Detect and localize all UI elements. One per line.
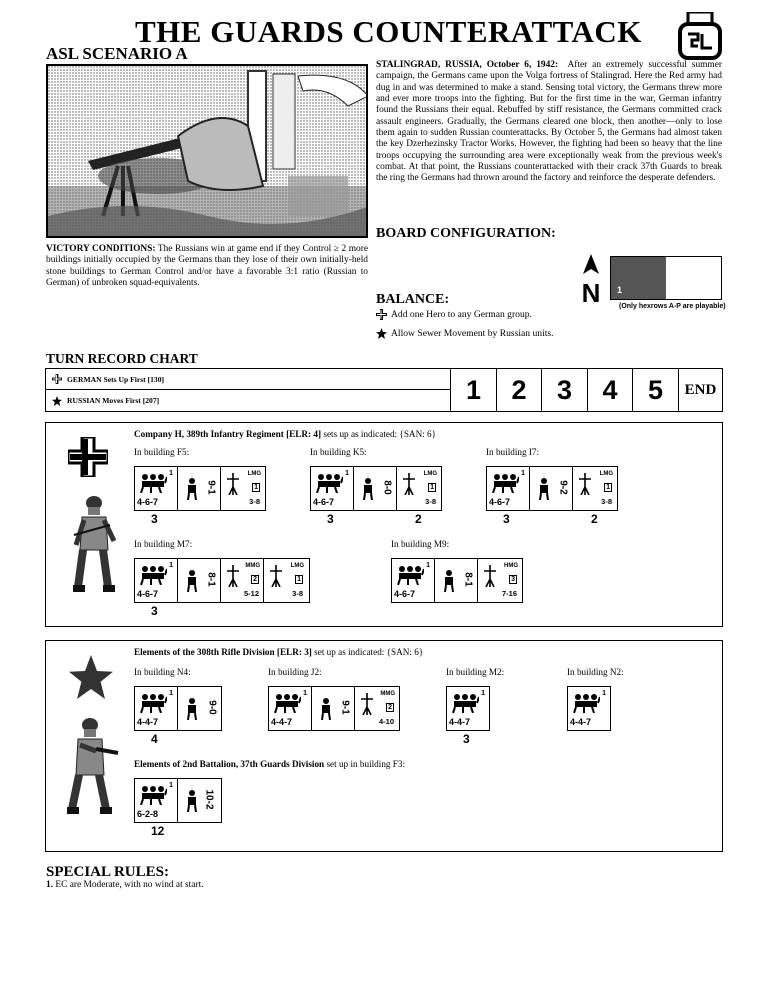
support-weapon-counter: LMG 1 3-8: [573, 467, 616, 510]
leader-rating: 9-1: [339, 700, 351, 715]
building-label: In building M9:: [391, 539, 450, 549]
support-weapon-name: MMG: [245, 563, 260, 569]
special-rule-1-text: EC are Moderate, with no wind at start.: [53, 880, 204, 890]
squad-counter: 1 4-4-7: [449, 690, 485, 727]
leader-counter: [178, 687, 221, 730]
squad-strength: 4-4-7: [570, 717, 592, 727]
counter-stack: [268, 686, 400, 731]
german-setup-text: GERMAN Sets Up First [130]: [67, 374, 165, 384]
leader-rating: 8-1: [462, 572, 474, 587]
balkenkreuz-icon: [68, 437, 108, 477]
counter-quantity: 2: [415, 512, 422, 526]
german-cross-icon: [376, 309, 387, 320]
support-weapon-counter: MMG 2 5-12: [221, 559, 264, 602]
counter-stack: [134, 466, 266, 511]
counter-stack: [134, 686, 222, 731]
support-weapon-counter: LMG 1 3-8: [264, 559, 307, 602]
intro-dateline: STALINGRAD, RUSSIA, October 6, 1942:: [376, 60, 559, 70]
russian-soldier-icon: [66, 717, 120, 815]
turn-1: 1: [450, 369, 496, 411]
counter-quantity: 3: [503, 512, 510, 526]
squad-counter: 1 4-4-7: [269, 687, 312, 730]
leader-rating: 8-0: [381, 480, 393, 495]
balance-german: [376, 309, 532, 320]
special-rule-1-number: 1.: [46, 880, 54, 890]
turn-end: END: [678, 369, 722, 411]
squad-counter: 1 6-2-8: [135, 779, 178, 822]
scenario-photo: [46, 64, 368, 238]
support-weapon-firepower: 3-8: [292, 589, 303, 598]
leader-counter: [354, 467, 397, 510]
support-weapon-counter: LMG 1 3-8: [397, 467, 440, 510]
victory-conditions: [46, 244, 368, 289]
russian-setup-instructions: set up as indicated: {SAN: 6}: [311, 647, 424, 657]
counter-stack: [391, 558, 523, 603]
building-label: In building N2:: [567, 667, 624, 677]
leader-rating: 8-1: [205, 572, 217, 587]
turn-3: 3: [541, 369, 587, 411]
counter-stack: [486, 466, 618, 511]
counter-stack: [310, 466, 442, 511]
squad-strength: 4-4-7: [271, 717, 293, 727]
building-label: In building M2:: [446, 667, 505, 677]
soviet-star-icon: [52, 396, 62, 406]
squad-strength: 4-6-7: [137, 497, 159, 507]
balance-heading: BALANCE:: [376, 292, 450, 307]
squad-strength: 4-6-7: [313, 497, 335, 507]
guards-setup-group: [134, 769, 222, 837]
squad-counter: 1 4-4-7: [570, 690, 606, 727]
german-setup-group: [486, 447, 618, 525]
squad-counter: 1 4-6-7: [311, 467, 354, 510]
balance-russian-text: Allow Sewer Movement by Russian units.: [391, 328, 554, 339]
german-setup-group: [134, 447, 266, 525]
leader-counter: [178, 559, 221, 602]
counter-stack: [134, 558, 310, 603]
soviet-star-icon: [376, 328, 387, 339]
russian-setup-group: [567, 667, 624, 745]
support-weapon-name: MMG: [380, 691, 395, 697]
support-weapon-firepower: 7-16: [501, 589, 517, 598]
german-cross-icon: [52, 374, 62, 384]
support-weapon-firepower: 3-8: [249, 497, 260, 506]
support-weapon-name: LMG: [423, 471, 437, 477]
counter-quantity: 4: [151, 732, 158, 746]
turn-4: 4: [587, 369, 632, 411]
turn-2: 2: [496, 369, 541, 411]
support-weapon-name: HMG: [504, 563, 518, 569]
squad-counter: 1 4-6-7: [135, 467, 178, 510]
leader-rating: 9-2: [557, 480, 569, 495]
support-weapon-counter: HMG 3 7-16: [478, 559, 521, 602]
guards-header: [134, 759, 405, 769]
german-setup-group: [391, 539, 523, 617]
leader-rating: 10-2: [203, 789, 215, 810]
squad-strength: 4-4-7: [137, 717, 159, 727]
historical-intro: [376, 60, 722, 185]
support-weapon-name: LMG: [290, 563, 304, 569]
counter-stack: [567, 686, 611, 731]
german-setup-row: [46, 369, 450, 390]
building-label: In building M7:: [134, 539, 193, 549]
counter-quantity: 12: [151, 824, 165, 838]
german-setup-group: [310, 447, 442, 525]
german-soldier-icon: [70, 495, 118, 595]
building-label: In building N4:: [134, 667, 191, 677]
german-ob-header: [134, 429, 436, 439]
support-weapon-firepower: 4-10: [378, 717, 394, 726]
counter-quantity: 3: [463, 732, 470, 746]
support-weapon-name: LMG: [247, 471, 261, 477]
leader-counter: [178, 779, 221, 822]
squad-strength: 6-2-8: [137, 809, 159, 819]
board-diagram: [610, 256, 722, 300]
special-rules-heading: SPECIAL RULES:: [46, 864, 169, 880]
scenario-title: THE GUARDS COUNTERATTACK: [135, 14, 642, 49]
turn-record-chart: [45, 368, 723, 412]
squad-strength: 4-6-7: [394, 589, 416, 599]
support-weapon-counter: MMG 2 4-10: [355, 687, 398, 730]
board-config-heading: BOARD CONFIGURATION:: [376, 226, 556, 241]
leader-rating: 9-0: [206, 700, 218, 715]
scenario-subtitle: ASL SCENARIO A: [46, 44, 188, 63]
victory-text: The Russians win at game end if they Control ≥ 2 more buildings initially occupied by the Germans than they lose of their own initially-held stone buildings to German Control and/or have a favorable 3:1 ratio (Russian to German) of unbroken squad-equivalents.: [46, 244, 368, 288]
turn-5: 5: [632, 369, 678, 411]
leader-counter: [530, 467, 573, 510]
squad-counter: 1 4-6-7: [487, 467, 530, 510]
squad-strength: 4-6-7: [137, 589, 159, 599]
counter-quantity: 2: [591, 512, 598, 526]
leader-rating: 9-1: [205, 480, 217, 495]
counter-stack: [134, 778, 222, 823]
support-weapon-firepower: 3-8: [601, 497, 612, 506]
asl-logo-icon: [678, 12, 722, 60]
building-label: In building K5:: [310, 447, 367, 457]
german-setup-group: [134, 539, 310, 617]
russian-setup-group: [268, 667, 400, 745]
german-setup-instructions: sets up as indicated: {SAN: 6}: [321, 429, 437, 439]
russian-setup-group: [446, 667, 504, 745]
squad-counter: 1 4-6-7: [392, 559, 435, 602]
russian-move-row: [46, 390, 450, 411]
leader-counter: [312, 687, 355, 730]
support-weapon-firepower: 3-8: [425, 497, 436, 506]
support-weapon-name: LMG: [599, 471, 613, 477]
counter-stack: [446, 686, 490, 731]
board-number: 1: [617, 285, 623, 295]
leader-counter: [435, 559, 478, 602]
intro-body: After an extremely successful summer campaign, the Germans came upon the Volga fortress of Stalingrad. Here the Red army had dug in and was determined to make a stand. Sensing total victory, the Germans threw more and ever more troops into the fighting. But for the first time in the war, German infantry found the Russians their equal. Rebuffed by stiff resistance, the Germans committed crack assault engineers. Gradually, the Germans cleared one block, then another—only to lose them again to sudden Russian counterattacks. By October 5, the Germans had almost taken the key Dzerhezinsky Tractor Works. However, the fighting had been so heavy that the line troops occupying the surrounding area were exceptionally weak from the previous week's combat. At that point, the Russians counterattacked with their crack 37th Guards to break the ring the Germans had thrown around the factory and reinforce the desperate defenders.: [376, 60, 723, 184]
counter-quantity: 3: [327, 512, 334, 526]
special-rule-1: [46, 880, 204, 890]
guards-unit-name: Elements of 2nd Battalion, 37th Guards Division: [134, 759, 325, 769]
russian-setup-group: [134, 667, 222, 745]
russian-ob-header: [134, 647, 423, 657]
squad-counter: 1 4-4-7: [135, 687, 178, 730]
turn-record-heading: TURN RECORD CHART: [46, 351, 198, 366]
north-label: N: [581, 278, 601, 308]
balance-german-text: Add one Hero to any German group.: [391, 309, 532, 320]
german-unit-name: Company H, 389th Infantry Regiment [ELR: 4]: [134, 429, 322, 439]
guards-setup-instructions: set up in building F3:: [324, 759, 406, 769]
building-label: In building F5:: [134, 447, 190, 457]
balance-russian: [376, 328, 554, 339]
victory-label: VICTORY CONDITIONS:: [46, 244, 156, 254]
german-ob-panel: [45, 422, 723, 627]
counter-quantity: 3: [151, 512, 158, 526]
support-weapon-counter: LMG 1 3-8: [221, 467, 264, 510]
squad-strength: 4-4-7: [449, 717, 471, 727]
russian-ob-panel: [45, 640, 723, 852]
russian-move-text: RUSSIAN Moves First [207]: [67, 396, 160, 405]
counter-quantity: 3: [151, 604, 158, 618]
russian-unit-name: Elements of the 308th Rifle Division [ELR: 3]: [134, 647, 312, 657]
squad-counter: 1 4-6-7: [135, 559, 178, 602]
board-note: (Only hexrows A-P are playable): [619, 303, 726, 310]
soviet-star-icon: [68, 655, 114, 699]
building-label: In building J2:: [268, 667, 322, 677]
building-label: In building I7:: [486, 447, 540, 457]
support-weapon-firepower: 5-12: [243, 589, 259, 598]
leader-counter: [178, 467, 221, 510]
squad-strength: 4-6-7: [489, 497, 511, 507]
